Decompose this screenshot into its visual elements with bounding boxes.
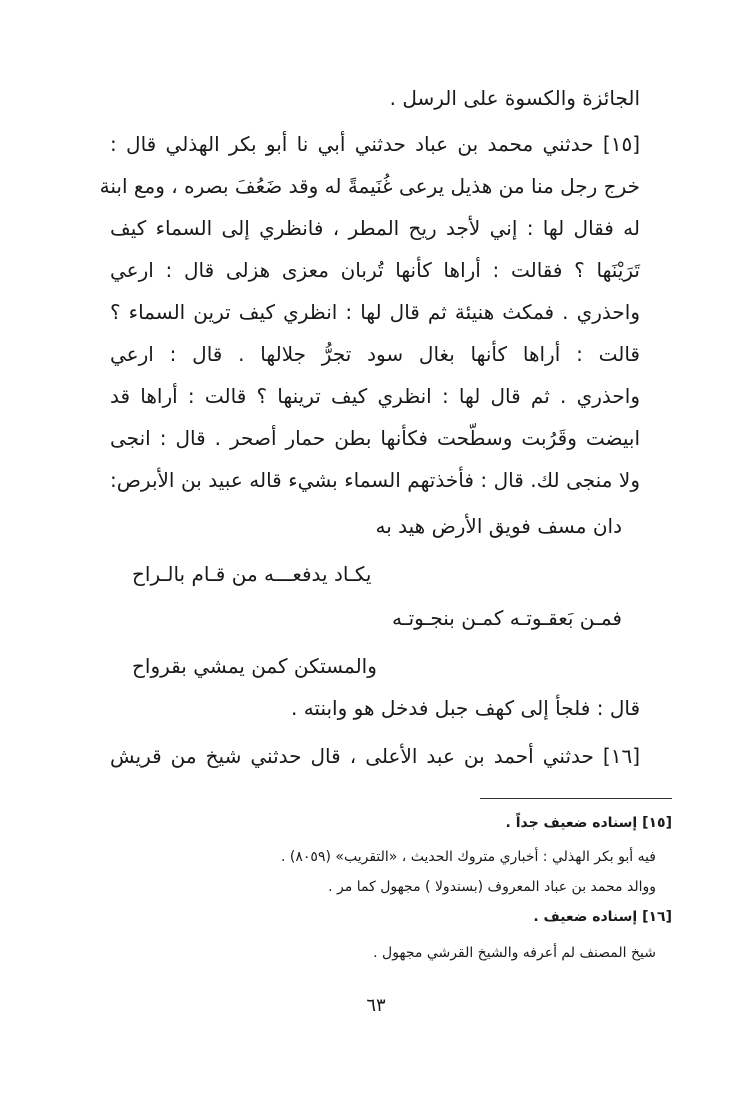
body-line-1: الجائزة والكسوة على الرسل .: [389, 86, 640, 110]
verse-2-first-hemistich: فمـن بَعقـوتـه كمـن بنجـوتـه: [392, 606, 622, 630]
body-line-10: ولا منجى لك. قال : فأخذتهم السماء بشيء قاله عبيد بن الأبرص:: [110, 468, 640, 492]
verse-1-second-hemistich: يكـاد يدفعـــه من قـام بالـراح: [132, 562, 372, 586]
body-line-4: له فقال لها : إني لأجد ريح المطر ، فانظري إلى السماء كيف: [110, 216, 640, 240]
footnote-16-line-1: شيخ المصنف لم أعرفه والشيخ القرشي مجهول .: [373, 945, 656, 961]
page-number: ٦٣: [366, 995, 386, 1016]
footnote-15-heading: [١٥] إسناده ضعيف جداً .: [505, 815, 672, 831]
body-line-8: واحذري . ثم قال لها : انظري كيف ترينها ؟ قالت : أراها قد: [110, 384, 640, 408]
footnote-divider: [480, 798, 672, 799]
footnote-15-line-2: ووالد محمد بن عباد المعروف (بسندولا ) مجهول كما مر .: [328, 879, 656, 895]
footnote-15-line-1: فيه أبو بكر الهذلي : أخباري متروك الحديث ، «التقريب» (٨٠٥٩) .: [281, 849, 656, 865]
verse-2-second-hemistich: والمستكن كمن يمشي بقرواح: [132, 654, 377, 678]
body-line-2: [١٥] حدثني محمد بن عباد حدثني أبي نا أبو بكر الهذلي قال :: [110, 132, 640, 156]
body-line-9: ابيضت وقَرُبت وسطّحت فكأنها بطن حمار أصحر . قال : انجى: [110, 426, 640, 450]
next-item-line: [١٦] حدثني أحمد بن عبد الأعلى ، قال حدثني شيخ من قريش: [110, 744, 640, 768]
body-line-6: واحذري . فمكث هنيئة ثم قال لها : انظري كيف ترين السماء ؟: [110, 300, 640, 324]
after-verse-line: قال : فلجأ إلى كهف جبل فدخل هو وابنته .: [290, 696, 640, 720]
body-line-5: تَرَيْنَها ؟ فقالت : أراها كأنها تُربان معزى هزلى قال : ارعي: [110, 258, 640, 282]
body-line-3: خرج رجل منا من هذيل يرعى غُنَيمةً له وقد ضَعُفَ بصره ، ومع ابنة: [99, 174, 640, 198]
verse-1-first-hemistich: دان مسف فويق الأرض هيد به: [375, 514, 622, 538]
footnote-16-heading: [١٦] إسناده ضعيف .: [533, 909, 672, 925]
body-line-7: قالت : أراها كأنها بغال سود تجرُّ جلالها . قال : ارعي: [110, 342, 640, 366]
